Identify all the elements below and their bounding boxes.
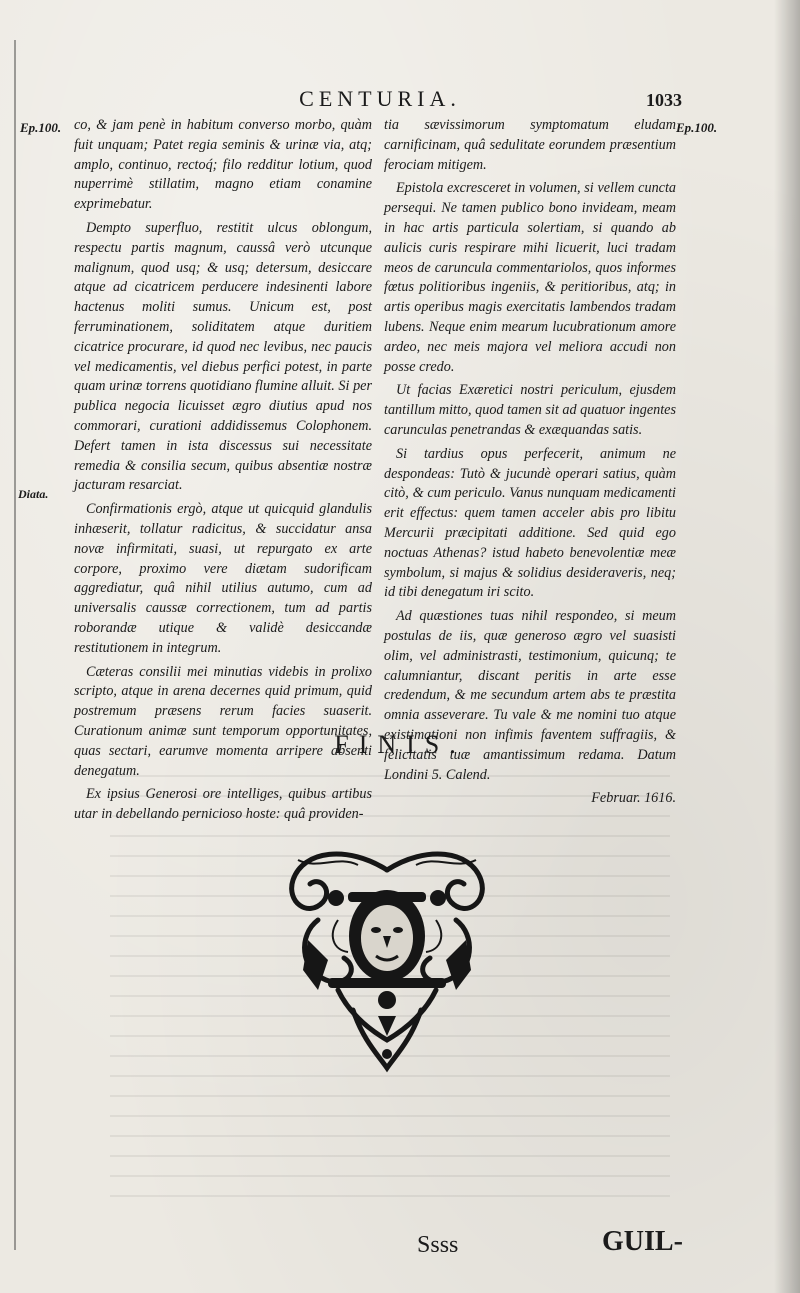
- date-line: Februar. 1616.: [591, 790, 676, 807]
- paragraph: Si tardius opus perfecerit, animum ne despondeas: Tutò & jucundè operari satius, quàm citò, & cum periculo. Vanus nunquam medicamenti erit effectus: quem tamen acceler abis pro libitu Mercurii præcipitati additione. Sed quid ego noctuas Athenas? istud habeto benevolentiæ meæ symbolum, si majus & solidius desideraveris, neq; id tibi denegatum iri scito.: [384, 445, 676, 601]
- paragraph: Epistola excresceret in volumen, si vellem cuncta persequi. Ne tamen publico bono invideam, meam in hac artis particula solertiam, si quando ab aulicis curis respirare mihi licuerit, luci tradam meos de caruncula commentariolos, quos informes fœtus politioribus ingeniis, & peritioribus, atq; in artis operibus magis exercitatis lambendos tradam lubens. Neque enim mearum lucubrationum amore ardeo, nec meis majora vel meliora accudi non posse credo.: [384, 180, 676, 375]
- right-text-column: [384, 116, 676, 813]
- paragraph: co, & jam penè in habitum converso morbo, quàm fuit unquam; Patet regia seminis & urinæ via, atq; amplo, continuo, rectoq́; filo redditur lotium, quod nuperrimè stillatim, magno etiam conamine exprimebatur.: [74, 117, 372, 213]
- margin-note-right-epistle: Ep.100.: [676, 120, 718, 135]
- signature-mark: Ssss: [417, 1232, 459, 1258]
- page-edge-rule: [14, 40, 16, 1250]
- paragraph: Ut facias Exæretici nostri periculum, ejusdem tantillum mitto, quod tamen sit ad quatuor ingentes carunculas penetrandas & exæquandas satis.: [384, 382, 676, 438]
- paragraph: Cæteras consilii mei minutias videbis in prolixo scripto, atque in arena decernes quid primum, quid postremum præsens rerum facies suaserit. Curationum animæ sunt temporum opportunitates, quas sectari, earumve momenta arripere absenti denegatum.: [74, 663, 372, 779]
- paragraph: Ad quæstiones tuas nihil respondeo, si meum postulas de iis, quæ generoso ægro vel suasisti olim, vel administrasti, testimonium, quicunq; te calumniantur, discant peritis in arte esse credendum, & me secundum artem abs te præstita omnia asseverare. Tu vale & me nomini tuo atque existimationi non infimis faventem suffragiis, & felicitatis tuæ amantissimum redama. Datum Londini 5. Calend.: [384, 608, 676, 783]
- margin-note-left-epistle: Ep.100.: [20, 120, 62, 135]
- paragraph: tia sævissimorum symptomatum eludam carnificinam, quâ sedulitate eorundem præsentium ferociam mitigem.: [384, 117, 676, 173]
- grotesque-mask-tailpiece-ornament: [278, 840, 496, 1075]
- page-header: [0, 86, 800, 116]
- left-text-column: [74, 116, 372, 829]
- running-title: CENTURIA.: [299, 86, 461, 111]
- finis-heading: FINIS.: [334, 730, 466, 759]
- paragraph: Dempto superfluo, restitit ulcus oblongum, respectu partis magnum, caussâ verò utcunque malignum, quod usq; & usq; detersum, desiccare atque ad cicatricem perducere indesinenti labore hactenus moliti sumus. Unicum est, post ferruminationem, soliditatem atque duritiem cicatrice procurare, id quod nec levibus, nec paucis vel medicamentis, vel diebus perfici potest, in parte quam urinæ torrens quotidiano flumine alluit. Si per publica negocia licuisset ægro diutius apud nos commorari, curationi addidissemus Colophonem. Defert tamen in ista discessus sui necessitate remedia & consilia secum, quibus absentiæ nostræ jacturam resarciat.: [74, 219, 372, 494]
- paragraph: Confirmationis ergò, atque ut quicquid glandulis inhæserit, tollatur radicitus, & succidatur ansa novæ infirmitati, suasi, ut repurgato ex arte corpore, proximo vere diætam sudorificam aggrediatur, quâ nihil utilius autumo, cum ad universalis caussæ correctionem, tum ad partis roborandæ utique & validè desiccandæ restitutionem in integrum.: [74, 501, 372, 656]
- gutter-shadow: [774, 0, 800, 1293]
- paragraph: Ex ipsius Generosi ore intelliges, quibus artibus utar in debellando pernicioso hoste: quâ providen-: [74, 786, 372, 823]
- page-number: 1033: [646, 90, 682, 110]
- catchword: GUIL-: [602, 1226, 683, 1257]
- margin-note-diata: Diata.: [18, 487, 49, 501]
